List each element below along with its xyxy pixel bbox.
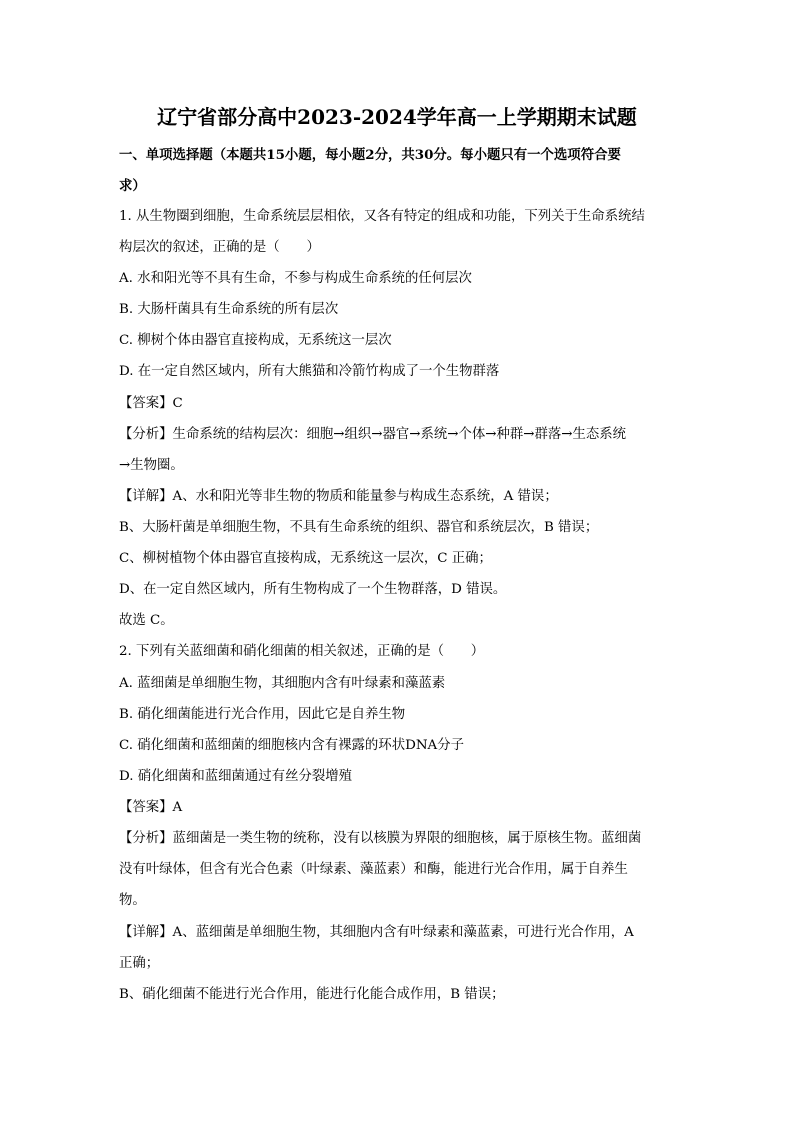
q1-detail-b: B、大肠杆菌是单细胞生物，不具有生命系统的组织、器官和系统层次，B 错误； bbox=[119, 520, 599, 535]
q1-option-d: D. 在一定自然区域内，所有大熊猫和冷箭竹构成了一个生物群落 bbox=[119, 364, 500, 379]
page-title: 辽宁省部分高中2023-2024学年高一上学期期末试题 bbox=[157, 105, 637, 129]
q1-analysis-cont: →生物圈。 bbox=[119, 458, 184, 473]
q2-option-d: D. 硝化细菌和蓝细菌通过有丝分裂增殖 bbox=[119, 769, 353, 784]
q1-analysis: 【分析】生命系统的结构层次：细胞→组织→器官→系统→个体→种群→群落→生态系统 bbox=[119, 427, 627, 442]
q2-detail-b: B、硝化细菌不能进行光合作用，能进行化能合成作用，B 错误； bbox=[119, 987, 505, 1002]
q1-conclusion: 故选 C。 bbox=[119, 613, 174, 628]
q1-detail-a: 【详解】A、水和阳光等非生物的物质和能量参与构成生态系统，A 错误； bbox=[119, 489, 558, 504]
q2-stem: 2. 下列有关蓝细菌和硝化细菌的相关叙述，正确的是（ ） bbox=[119, 644, 485, 659]
q2-option-c: C. 硝化细菌和蓝细菌的细胞核内含有裸露的环状DNA分子 bbox=[119, 738, 464, 753]
q2-answer: 【答案】A bbox=[119, 800, 183, 815]
q2-option-a: A. 蓝细菌是单细胞生物，其细胞内含有叶绿素和藻蓝素 bbox=[119, 676, 446, 691]
q1-option-c: C. 柳树个体由器官直接构成，无系统这一层次 bbox=[119, 333, 392, 348]
q2-detail-a: 【详解】A、蓝细菌是单细胞生物，其细胞内含有叶绿素和藻蓝素，可进行光合作用，A bbox=[119, 925, 634, 940]
q2-analysis-cont: 没有叶绿体，但含有光合色素（叶绿素、藻蓝素）和酶，能进行光合作用，属于自养生 bbox=[119, 862, 628, 877]
q1-detail-c: C、柳树植物个体由器官直接构成，无系统这一层次，C 正确； bbox=[119, 551, 492, 566]
q1-option-a: A. 水和阳光等不具有生命，不参与构成生命系统的任何层次 bbox=[119, 271, 472, 286]
q1-answer: 【答案】C bbox=[119, 396, 183, 411]
q2-option-b: B. 硝化细菌能进行光合作用，因此它是自养生物 bbox=[119, 707, 406, 722]
q1-option-b: B. 大肠杆菌具有生命系统的所有层次 bbox=[119, 302, 339, 317]
q1-stem: 1. 从生物圈到细胞，生命系统层层相依，又各有特定的组成和功能，下列关于生命系统结 bbox=[119, 209, 645, 224]
section-heading-cont: 求） bbox=[119, 178, 146, 194]
q2-analysis: 【分析】蓝细菌是一类生物的统称，没有以核膜为界限的细胞核，属于原核生物。蓝细菌 bbox=[119, 831, 642, 846]
q1-stem-cont: 构层次的叙述，正确的是（ ） bbox=[119, 240, 320, 255]
section-heading: 一、单项选择题（本题共15小题，每小题2分，共30分。每小题只有一个选项符合要 bbox=[119, 147, 621, 163]
q2-analysis-cont-2: 物。 bbox=[119, 893, 146, 908]
q2-detail-a-cont: 正确； bbox=[119, 956, 160, 971]
q1-detail-d: D、在一定自然区域内，所有生物构成了一个生物群落，D 错误。 bbox=[119, 582, 507, 597]
